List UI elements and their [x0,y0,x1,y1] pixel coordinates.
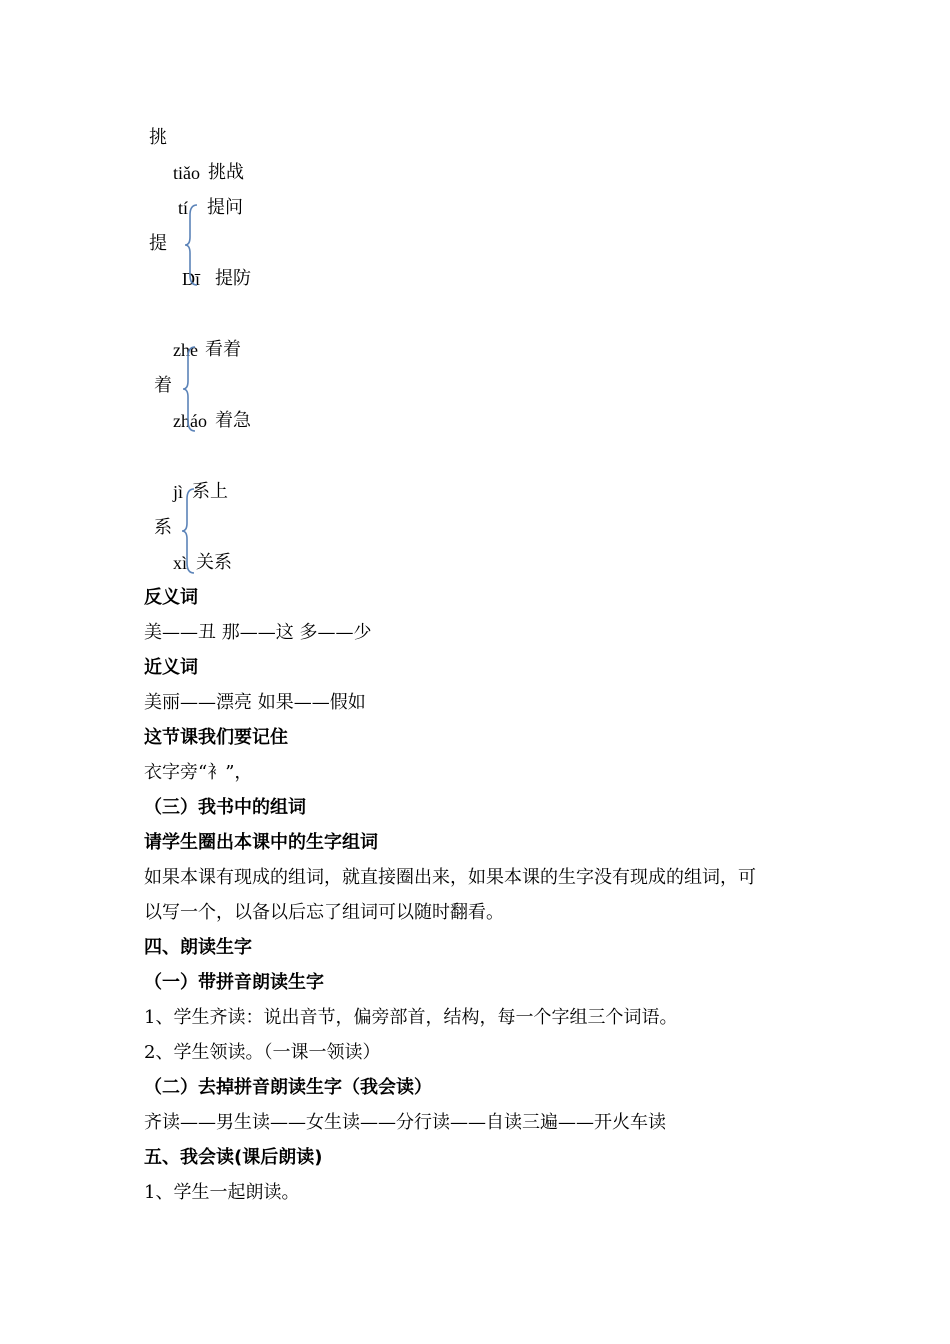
section3-heading: （三）我书中的组词 [144,797,306,818]
section3-para-line1: 如果本课有现成的组词，就直接圈出来，如果本课的生字没有现成的组词，可 [144,867,756,888]
part5-item1: 1、学生一起朗读。 [144,1182,300,1203]
poly-char-xi: 系 [154,517,172,538]
word-tiaozhan: 挑战 [208,162,244,183]
poly-char-zhe: 着 [154,375,172,396]
pinyin-ji: jì [173,482,184,502]
part4-sub2: （二）去掉拼音朗读生字（我会读） [144,1077,432,1098]
pinyin-zhao: zháo [173,411,207,431]
part4-sub1: （一）带拼音朗读生字 [144,972,324,993]
pinyin-zhe: zhe [173,340,198,360]
word-tiwen: 提问 [207,197,243,218]
part4-flow: 齐读——男生读——女生读——分行读——自读三遍——开火车读 [144,1112,666,1133]
word-jishang: 系上 [192,481,228,502]
pinyin-ti: tí [178,198,189,218]
brace-zhe [181,345,201,433]
antonyms-heading: 反义词 [144,587,198,608]
part4-heading: 四、朗读生字 [144,937,252,958]
synonyms-heading: 近义词 [144,657,198,678]
part4-item2: 2、学生领读。（一课一领读） [144,1042,381,1063]
word-tifang: 提防 [215,268,251,289]
word-zhaoji: 着急 [215,410,251,431]
brace-xi [180,487,200,575]
pinyin-xi: xì [173,553,188,573]
poly-char-ti: 提 [149,233,167,254]
word-guanxi: 关系 [196,552,232,573]
brace-ti [183,203,203,287]
part4-item1: 1、学生齐读：说出音节，偏旁部首，结构，每一个字组三个词语。 [144,1007,678,1028]
poly-char-tiao: 挑 [149,127,167,148]
antonyms-text: 美——丑 那——这 多——少 [144,622,372,643]
remember-text: 衣字旁“衤”， [144,762,253,783]
section3-para-line2: 以写一个，以备以后忘了组词可以随时翻看。 [144,902,504,923]
section3-sub: 请学生圈出本课中的生字组词 [144,832,378,853]
part5-heading: 五、我会读(课后朗读) [144,1147,323,1168]
pinyin-tiao: tiǎo [173,163,200,183]
word-kanzhe: 看着 [205,339,241,360]
remember-heading: 这节课我们要记住 [144,727,288,748]
synonyms-text: 美丽——漂亮 如果——假如 [144,692,366,713]
pinyin-di: Dī [182,269,200,289]
